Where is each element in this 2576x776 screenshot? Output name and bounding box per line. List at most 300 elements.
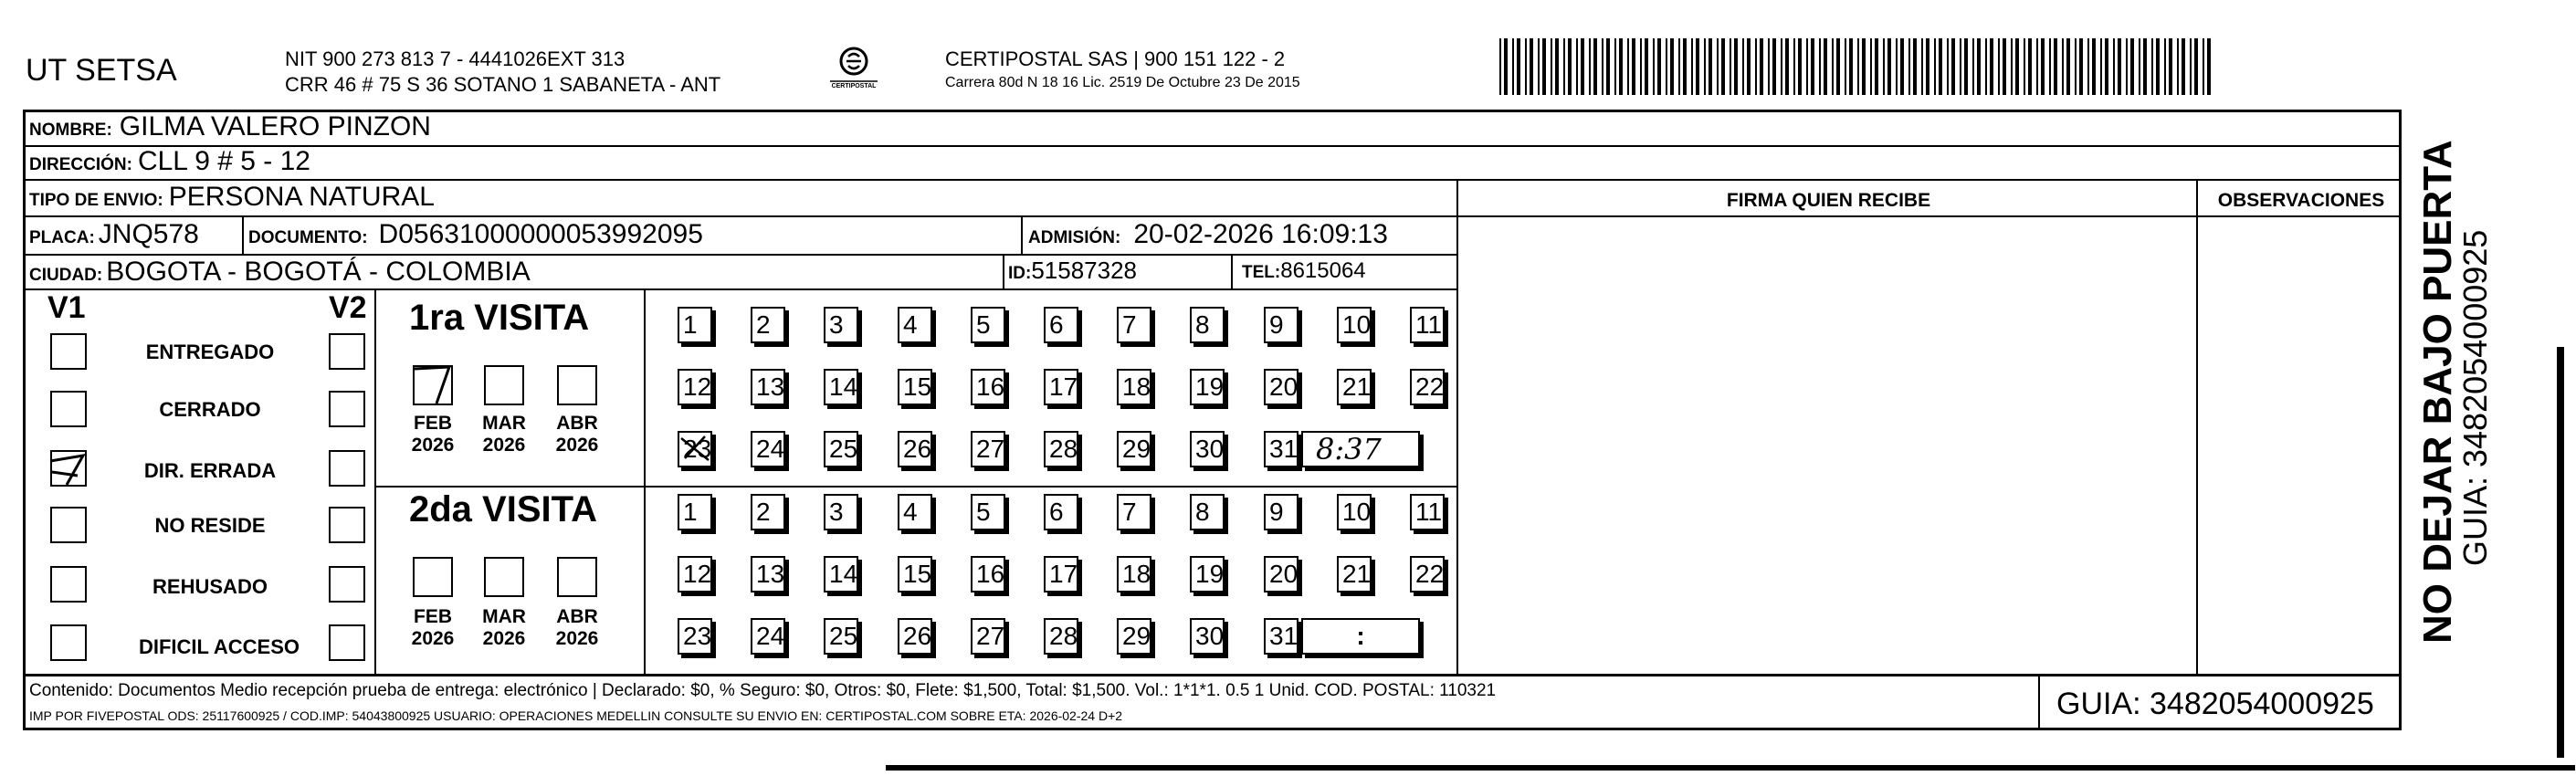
barcode-bar: [1666, 38, 1667, 95]
visit2-day-18[interactable]: [1117, 556, 1151, 592]
visit1-day-label: 9: [1269, 310, 1284, 339]
barcode-bar: [1921, 38, 1923, 95]
visit2-day-label: 21: [1342, 560, 1372, 588]
barcode-bar: [1947, 38, 1949, 95]
visit2-month-abr-box[interactable]: [557, 557, 597, 597]
barcode-bar: [1998, 38, 2000, 95]
visit1-day-label: 29: [1122, 435, 1151, 463]
visit2-day-label: 1: [683, 498, 698, 526]
visit2-year-mar: 2026: [482, 628, 526, 649]
footer-divider: [23, 674, 2402, 676]
barcode-bar: [2203, 38, 2204, 95]
visit1-day-label: 6: [1049, 310, 1064, 339]
barcode-bar: [2003, 38, 2006, 95]
barcode-bar: [2139, 38, 2140, 95]
barcode-bar: [2182, 38, 2185, 95]
v2-checkbox-dificil-acceso[interactable]: [329, 624, 365, 661]
visit2-day-6[interactable]: [1044, 494, 1078, 530]
id-label: ID:: [1008, 264, 1032, 283]
visit2-day-label: 25: [829, 622, 858, 650]
visit1-day-2[interactable]: [751, 307, 785, 343]
visit1-day-28[interactable]: [1044, 431, 1078, 467]
visit1-day-11[interactable]: [1410, 307, 1445, 343]
tel-label: TEL:: [1242, 263, 1281, 282]
v1-checkbox-dir-errada[interactable]: [50, 450, 87, 487]
barcode-bar: [1606, 38, 1610, 95]
barcode-bar: [1870, 38, 1872, 95]
visit2-day-label: 23: [683, 622, 712, 650]
status-rehusado: REHUSADO: [152, 575, 268, 598]
visit2-day-label: 27: [976, 622, 1005, 650]
column-divider: [1231, 254, 1233, 288]
barcode-bar: [1742, 38, 1744, 95]
barcode-bar: [1721, 38, 1725, 95]
barcode-bar: [1734, 38, 1738, 95]
imp-text: IMP POR FIVEPOSTAL ODS: 25117600925 / COD.IMP: 54043800925 USUARIO: OPERACIONES MEDELLIN CONSULTE SU ENVIO EN: CERTIPOSTAL.COM SOBRE ETA: 2026-02-24 D+2: [29, 708, 1123, 723]
direccion-row: [29, 146, 310, 177]
visit1-day-label: 4: [903, 310, 918, 339]
visit1-day-21[interactable]: [1337, 369, 1372, 405]
barcode-bar: [2011, 38, 2013, 95]
visit1-day-label: 14: [829, 372, 858, 401]
visit1-day-label: 27: [976, 435, 1005, 463]
barcode-bar: [2118, 38, 2121, 95]
barcode-bar: [2105, 38, 2108, 95]
barcode-bar: [2092, 38, 2096, 95]
visit2-time-box[interactable]: [1301, 618, 1420, 655]
row-divider: [23, 215, 2402, 217]
visit2-day-label: 8: [1195, 498, 1210, 526]
visit2-day-22[interactable]: [1410, 556, 1445, 592]
column-divider: [1003, 254, 1004, 288]
visit2-day-14[interactable]: [824, 556, 858, 592]
visit2-day-label: 22: [1415, 560, 1445, 588]
visit1-day-7[interactable]: [1117, 307, 1151, 343]
barcode-bar: [2062, 38, 2064, 95]
barcode-bar: [1977, 38, 1981, 95]
visit1-day-17[interactable]: [1044, 369, 1078, 405]
barcode-bar: [1581, 38, 1584, 95]
status-no-reside: NO RESIDE: [154, 514, 266, 537]
barcode-bar: [1926, 38, 1929, 95]
visit1-month-mar: MAR: [482, 413, 526, 434]
barcode-bar: [2169, 38, 2172, 95]
barcode-bar: [2041, 38, 2045, 95]
visit2-day-label: 10: [1342, 498, 1372, 526]
visit1-day-3[interactable]: [824, 307, 858, 343]
barcode-bar: [1619, 38, 1623, 95]
id-row: [1008, 257, 1137, 285]
barcode-bar: [2036, 38, 2038, 95]
v2-checkbox-cerrado[interactable]: [329, 391, 365, 427]
barcode-bar: [1627, 38, 1629, 95]
barcode-bar: [2049, 38, 2051, 95]
visit2-day-label: 6: [1049, 498, 1064, 526]
barcode-bar: [2177, 38, 2179, 95]
barcode-bar: [1640, 38, 1642, 95]
admision-label: ADMISIÓN:: [1028, 228, 1121, 247]
visit1-day-8[interactable]: [1190, 307, 1225, 343]
barcode-bar: [1951, 38, 1955, 95]
visit2-year-abr: 2026: [555, 628, 599, 649]
barcode-bar: [2024, 38, 2025, 95]
visit2-day-7[interactable]: [1117, 494, 1151, 530]
barcode-bar: [1755, 38, 1757, 95]
barcode-bar: [1512, 38, 1514, 95]
barcode-bar: [1730, 38, 1731, 95]
visit1-day-label: 11: [1415, 310, 1443, 339]
barcode-bar: [1785, 38, 1789, 95]
visit1-day-26[interactable]: [898, 431, 932, 467]
row-divider: [23, 254, 1456, 256]
nit-line: NIT 900 273 813 7 - 4441026EXT 313: [285, 47, 626, 70]
visit1-day-label: 24: [756, 435, 785, 463]
side-warning: NO DEJAR BAJO PUERTA: [2415, 140, 2460, 644]
v2-checkbox-entregado[interactable]: [329, 333, 365, 370]
bottom-rule: [886, 765, 2575, 771]
visit2-month-mar-box[interactable]: [484, 557, 524, 597]
visit2-day-2[interactable]: [751, 494, 785, 530]
handwritten-mark-icon: [678, 431, 714, 467]
tipo-row: [29, 182, 435, 213]
visit1-day-label: 21: [1342, 372, 1372, 401]
visit1-day-20[interactable]: [1264, 369, 1299, 405]
barcode-bar: [1499, 38, 1501, 95]
visit1-month-mar-box[interactable]: [484, 365, 524, 405]
visit2-day-label: 14: [829, 560, 858, 588]
visit1-day-23[interactable]: [678, 431, 712, 467]
direccion-label: DIRECCIÓN:: [29, 155, 132, 174]
visit2-day-label: 30: [1195, 622, 1225, 650]
address-line: CRR 46 # 75 S 36 SOTANO 1 SABANETA - ANT: [285, 73, 721, 96]
tel-row: [1242, 258, 1366, 284]
barcode-bar: [1704, 38, 1706, 95]
visit2-day-29[interactable]: [1117, 618, 1151, 655]
barcode-bar: [2207, 38, 2211, 95]
visit2-day-10[interactable]: [1337, 494, 1372, 530]
visit1-day-13[interactable]: [751, 369, 785, 405]
barcode-bar: [2143, 38, 2147, 95]
nombre-label: NOMBRE:: [29, 121, 112, 140]
visit2-month-feb: FEB: [414, 606, 452, 627]
visit1-month-feb-box[interactable]: [413, 365, 453, 405]
barcode-bar: [2164, 38, 2166, 95]
barcode-bar: [1972, 38, 1974, 95]
admision-value: 20-02-2026 16:09:13: [1133, 219, 1388, 249]
v2-checkbox-rehusado[interactable]: [329, 566, 365, 603]
id-value: 51587328: [1031, 257, 1138, 284]
ciudad-value: BOGOTA - BOGOTÁ - COLOMBIA: [106, 257, 531, 287]
placa-value: JNQ578: [98, 219, 199, 249]
column-divider: [1021, 215, 1023, 254]
documento-row: [248, 219, 703, 250]
footer-guia: GUIA: 3482054000925: [2056, 687, 2374, 721]
v2-checkbox-dir-errada[interactable]: [329, 450, 365, 487]
visit2-day-5[interactable]: [971, 494, 1005, 530]
barcode-bar: [1811, 38, 1814, 95]
visit1-day-16[interactable]: [971, 369, 1005, 405]
barcode-bar: [2087, 38, 2089, 95]
barcode-bar: [1819, 38, 1821, 95]
barcode-bar: [2079, 38, 2083, 95]
v1-checkbox-cerrado[interactable]: [50, 391, 87, 427]
visit2-day-21[interactable]: [1337, 556, 1372, 592]
visit1-day-label: 15: [903, 372, 932, 401]
row-divider: [23, 145, 2402, 147]
visit1-day-label: 7: [1122, 310, 1137, 339]
visit2-day-label: 9: [1269, 498, 1284, 526]
visit2-day-label: 26: [903, 622, 932, 650]
visit2-day-label: 7: [1122, 498, 1137, 526]
visit1-day-label: 19: [1195, 372, 1225, 401]
barcode-bar: [1614, 38, 1616, 95]
visit1-day-22[interactable]: [1410, 369, 1445, 405]
status-cerrado: CERRADO: [159, 398, 261, 421]
barcode-bar: [1772, 38, 1776, 95]
ciudad-label: CIUDAD:: [29, 266, 103, 285]
v2-checkbox-no-reside[interactable]: [329, 507, 365, 543]
barcode-bar: [1836, 38, 1840, 95]
visit2-day-label: 2: [756, 498, 771, 526]
visit1-day-10[interactable]: [1337, 307, 1372, 343]
barcode-bar: [1985, 38, 1987, 95]
right-rule: [2557, 347, 2564, 758]
barcode-bar: [1683, 38, 1687, 95]
barcode-bar: [2075, 38, 2077, 95]
column-divider: [374, 288, 376, 674]
visit1-day-4[interactable]: [898, 307, 932, 343]
side-guia: GUIA: 3482054000925: [2456, 229, 2494, 566]
barcode-bar: [2100, 38, 2102, 95]
barcode-bar: [1568, 38, 1572, 95]
barcode-bar: [1845, 38, 1846, 95]
barcode-bar: [1887, 38, 1891, 95]
documento-value: D05631000000053992095: [378, 219, 703, 249]
barcode-bar: [1857, 38, 1859, 95]
tipo-value: PERSONA NATURAL: [168, 182, 435, 212]
barcode-bar: [1504, 38, 1508, 95]
barcode-bar: [2015, 38, 2019, 95]
barcode-bar: [2130, 38, 2134, 95]
placa-label: PLACA:: [29, 228, 95, 247]
barcode-bar: [1908, 38, 1910, 95]
visit2-day-label: 11: [1415, 498, 1443, 526]
visit2-day-label: 16: [976, 560, 1005, 588]
barcode-bar: [2156, 38, 2160, 95]
visit2-day-24[interactable]: [751, 618, 785, 655]
visit2-day-17[interactable]: [1044, 556, 1078, 592]
visit1-day-12[interactable]: [678, 369, 712, 405]
v1-checkbox-rehusado[interactable]: [50, 566, 87, 603]
visit1-year-mar: 2026: [482, 435, 526, 456]
barcode-bar: [2066, 38, 2070, 95]
visit2-day-4[interactable]: [898, 494, 932, 530]
barcode-bar: [1530, 38, 1533, 95]
visit1-day-25[interactable]: [824, 431, 858, 467]
visit2-day-label: 24: [756, 622, 785, 650]
placa-row: [29, 219, 199, 250]
nombre-row: [29, 111, 431, 142]
barcode-bar: [1525, 38, 1527, 95]
tel-value: 8615064: [1280, 258, 1366, 283]
visit2-year-feb: 2026: [411, 628, 455, 649]
barcode-bar: [1747, 38, 1751, 95]
barcode-bar: [1517, 38, 1520, 95]
visit1-day-label: 2: [756, 310, 771, 339]
visit1-day-label: 17: [1049, 372, 1078, 401]
visit1-day-label: 12: [683, 372, 712, 401]
visit1-day-1[interactable]: [678, 307, 712, 343]
barcode-bar: [1768, 38, 1770, 95]
admision-row: [1028, 219, 1388, 250]
visit1-day-31[interactable]: [1264, 431, 1299, 467]
barcode-bar: [1875, 38, 1878, 95]
visit1-year-abr: 2026: [555, 435, 599, 456]
barcode-bar: [1934, 38, 1936, 95]
visit1-day-label: 23: [683, 435, 712, 463]
barcode-bar: [1555, 38, 1559, 95]
visit2-day-label: 20: [1269, 560, 1299, 588]
visit2-day-8[interactable]: [1190, 494, 1225, 530]
visit2-day-28[interactable]: [1044, 618, 1078, 655]
visit1-day-label: 8: [1195, 310, 1210, 339]
visit2-day-label: 5: [976, 498, 991, 526]
v1-header: V1: [47, 290, 86, 325]
visit1-time-box[interactable]: [1301, 431, 1420, 467]
barcode-bar: [1551, 38, 1552, 95]
v1-checkbox-no-reside[interactable]: [50, 507, 87, 543]
visit2-day-27[interactable]: [971, 618, 1005, 655]
license-line: Carrera 80d N 18 16 Lic. 2519 De Octubre 23 De 2015: [945, 75, 1300, 90]
visit1-day-6[interactable]: [1044, 307, 1078, 343]
barcode-bar: [1832, 38, 1834, 95]
row-divider: [23, 179, 2402, 181]
visit1-day-27[interactable]: [971, 431, 1005, 467]
visit1-day-14[interactable]: [824, 369, 858, 405]
visit1-day-label: 20: [1269, 372, 1299, 401]
visit2-day-31[interactable]: [1264, 618, 1299, 655]
nombre-value: GILMA VALERO PINZON: [119, 111, 431, 142]
visit1-day-label: 28: [1049, 435, 1078, 463]
barcode-bar: [1960, 38, 1961, 95]
barcode-bar: [1849, 38, 1853, 95]
barcode: [1498, 38, 2219, 95]
contenido-text: Contenido: Documentos Medio recepción prueba de entrega: electrónico | Declarado: $0, % Seguro: $0, Otros: $0, Flete: $1,500, Total: $1,500. Vol.: 1*1*1. 0.5 1 Unid. COD. POSTAL: 110321: [29, 681, 1497, 700]
barcode-bar: [1900, 38, 1904, 95]
visit1-day-30[interactable]: [1190, 431, 1225, 467]
observaciones-header: OBSERVACIONES: [2217, 190, 2385, 211]
visit2-month-feb-box[interactable]: [413, 557, 453, 597]
barcode-bar: [2113, 38, 2115, 95]
status-dificil-acceso: DIFICIL ACCESO: [138, 635, 300, 658]
column-divider: [2196, 179, 2198, 674]
visit1-day-29[interactable]: [1117, 431, 1151, 467]
v1-checkbox-entregado[interactable]: [50, 333, 87, 370]
visit2-day-20[interactable]: [1264, 556, 1299, 592]
visit2-day-26[interactable]: [898, 618, 932, 655]
visit2-day-9[interactable]: [1264, 494, 1299, 530]
visit1-month-abr-box[interactable]: [557, 365, 597, 405]
barcode-bar: [1645, 38, 1648, 95]
visit1-day-label: 3: [829, 310, 844, 339]
company-name: UT SETSA: [26, 53, 177, 88]
barcode-bar: [2151, 38, 2153, 95]
barcode-bar: [1709, 38, 1712, 95]
tipo-label: TIPO DE ENVIO:: [29, 191, 163, 210]
visit2-day-label: 4: [903, 498, 918, 526]
visit1-day-19[interactable]: [1190, 369, 1225, 405]
visit2-month-abr: ABR: [556, 606, 598, 627]
visit2-day-label: 19: [1195, 560, 1225, 588]
handwritten-check-icon: [47, 448, 90, 490]
visit2-day-23[interactable]: [678, 618, 712, 655]
visit2-day-label: 3: [829, 498, 844, 526]
barcode-bar: [1542, 38, 1546, 95]
visit1-day-9[interactable]: [1264, 307, 1299, 343]
visit1-day-15[interactable]: [898, 369, 932, 405]
visit1-day-label: 5: [976, 310, 991, 339]
visit2-day-12[interactable]: [678, 556, 712, 592]
visit2-day-16[interactable]: [971, 556, 1005, 592]
visit1-day-5[interactable]: [971, 307, 1005, 343]
barcode-bar: [2190, 38, 2192, 95]
visit1-day-label: 26: [903, 435, 932, 463]
barcode-bar: [1691, 38, 1693, 95]
visit1-day-label: 30: [1195, 435, 1225, 463]
visit2-day-13[interactable]: [751, 556, 785, 592]
column-divider: [644, 288, 646, 674]
barcode-bar: [1913, 38, 1917, 95]
visit2-day-label: 28: [1049, 622, 1078, 650]
barcode-bar: [1990, 38, 1993, 95]
visit2-day-19[interactable]: [1190, 556, 1225, 592]
barcode-bar: [1670, 38, 1674, 95]
barcode-bar: [1576, 38, 1578, 95]
firma-header: FIRMA QUIEN RECIBE: [1726, 190, 1931, 211]
visit2-day-3[interactable]: [824, 494, 858, 530]
visit1-day-label: 22: [1415, 372, 1445, 401]
barcode-bar: [1563, 38, 1565, 95]
visit1-day-label: 18: [1122, 372, 1151, 401]
barcode-bar: [1824, 38, 1827, 95]
visit2-day-30[interactable]: [1190, 618, 1225, 655]
visit2-day-25[interactable]: [824, 618, 858, 655]
visit1-day-label: 1: [683, 310, 698, 339]
visit1-day-18[interactable]: [1117, 369, 1151, 405]
barcode-bar: [1896, 38, 1898, 95]
visit2-day-1[interactable]: [678, 494, 712, 530]
visit1-day-label: 13: [756, 372, 785, 401]
barcode-bar: [1593, 38, 1597, 95]
visit1-day-label: 16: [976, 372, 1005, 401]
barcode-bar: [1717, 38, 1719, 95]
column-divider: [242, 215, 244, 254]
barcode-bar: [1538, 38, 1540, 95]
barcode-bar: [1793, 38, 1795, 95]
visit2-day-11[interactable]: [1410, 494, 1445, 530]
visit1-day-24[interactable]: [751, 431, 785, 467]
v1-checkbox-dificil-acceso[interactable]: [50, 624, 87, 661]
visit2-day-label: 18: [1122, 560, 1151, 588]
barcode-bar: [2194, 38, 2198, 95]
handwritten-seven-icon: [411, 363, 455, 407]
visit2-month-mar: MAR: [482, 606, 526, 627]
visit1-time: 8:37: [1316, 432, 1382, 467]
visit2-day-label: 17: [1049, 560, 1078, 588]
visit2-day-label: 31: [1269, 622, 1299, 650]
visit2-day-15[interactable]: [898, 556, 932, 592]
visit1-year-feb: 2026: [411, 435, 455, 456]
